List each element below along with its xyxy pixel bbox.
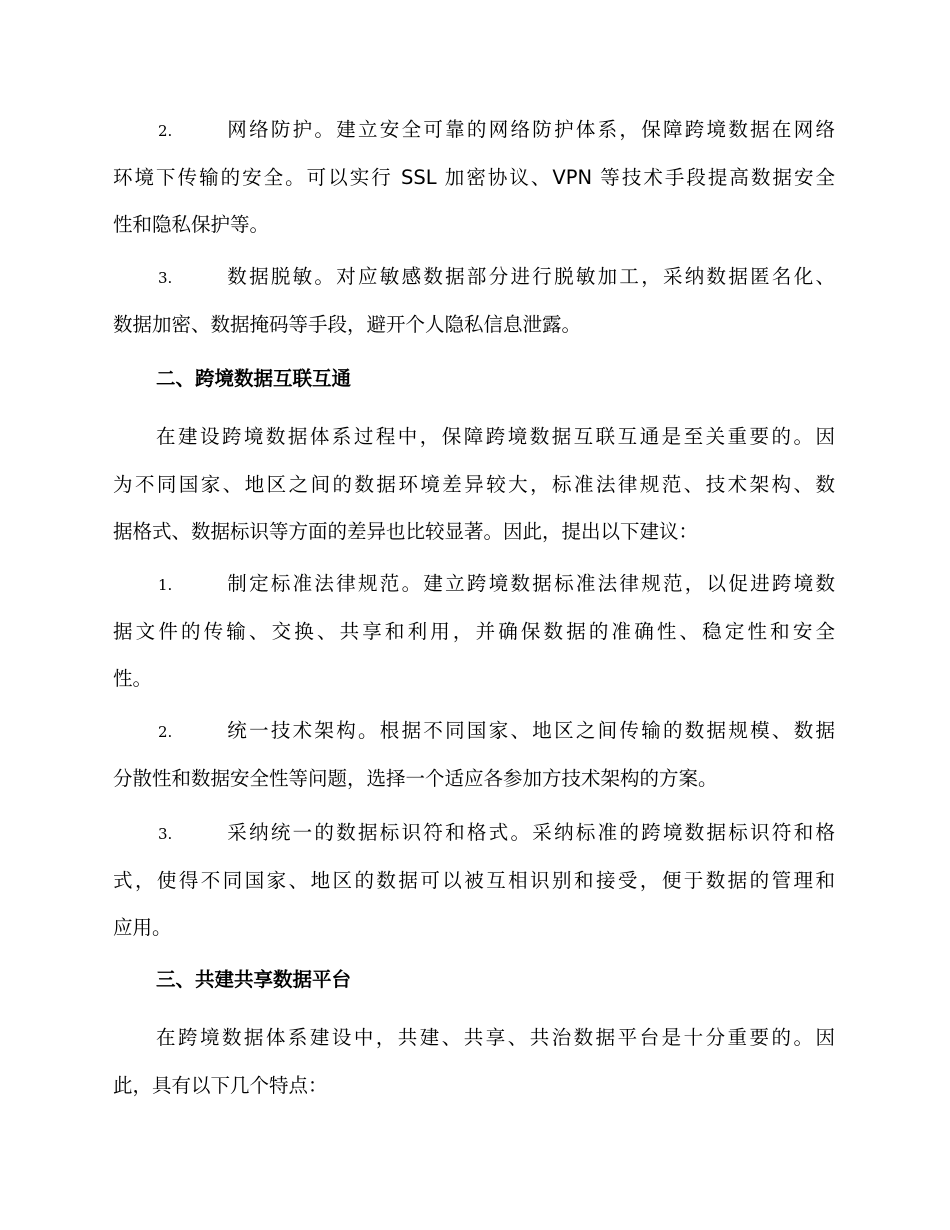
- list-item-number: 2.: [158, 723, 173, 741]
- paragraph-line: 式，使得不同国家、地区的数据可以被互相识别和接受，便于数据的管理和: [113, 868, 835, 892]
- paragraph-line: 据文件的传输、交换、共享和利用，并确保数据的准确性、稳定性和安全: [113, 619, 835, 643]
- list-item-first-line: [113, 253, 835, 301]
- paragraph: [113, 1014, 835, 1109]
- paragraph-line: 数据脱敏。对应敏感数据部分进行脱敏加工，采纳数据匿名化、: [225, 265, 835, 288]
- list-item: [113, 253, 835, 348]
- list-item: [113, 560, 835, 703]
- list-item-first-line: [113, 560, 835, 608]
- paragraph-line: 网络防护。建立安全可靠的网络防护体系，保障跨境数据在网络: [225, 118, 835, 141]
- paragraph-line: 统一技术架构。根据不同国家、地区之间传输的数据规模、数据: [225, 719, 835, 742]
- list-item-first-line: [113, 809, 835, 857]
- section-heading-text: 三、共建共享数据平台: [156, 968, 352, 991]
- paragraph-line: 据格式、数据标识等方面的差异也比较显著。因此，提出以下建议：: [113, 520, 699, 543]
- list-item: [113, 707, 835, 802]
- paragraph-line: 在建设跨境数据体系过程中，保障跨境数据互联互通是至关重要的。因: [156, 425, 835, 448]
- list-item-number: 1.: [158, 576, 173, 594]
- paragraph-line: 环境下传输的安全。可以实行 SSL 加密协议、VPN 等技术手段提高数据安全: [113, 165, 835, 189]
- paragraph-line: 为不同国家、地区之间的数据环境差异较大，标准法律规范、技术架构、数: [113, 472, 835, 496]
- paragraph-line: 采纳统一的数据标识符和格式。采纳标准的跨境数据标识符和格: [225, 821, 835, 844]
- paragraph-line: 制定标准法律规范。建立跨境数据标准法律规范，以促进跨境数: [225, 572, 835, 595]
- list-item-first-line: [113, 707, 835, 755]
- list-item: [113, 809, 835, 952]
- paragraph: [113, 413, 835, 556]
- paragraph-line: 分散性和数据安全性等问题，选择一个适应各参加方技术架构的方案。: [113, 766, 718, 790]
- paragraph-line: 此，具有以下几个特点：: [113, 1073, 328, 1097]
- paragraph-line: 数据加密、数据掩码等手段，避开个人隐私信息泄露。: [113, 312, 582, 336]
- list-item-first-line: [113, 106, 835, 154]
- paragraph-line: 性。: [113, 667, 153, 690]
- list-item-number: 3.: [158, 825, 173, 843]
- list-item-number: 3.: [158, 269, 173, 287]
- section-heading: [113, 956, 835, 1004]
- list-item-number: 2.: [158, 122, 173, 140]
- paragraph-line: 应用。: [113, 916, 172, 939]
- section-heading-text: 二、跨境数据互联互通: [156, 367, 352, 390]
- list-item: [113, 106, 835, 249]
- paragraph-line: 性和隐私保护等。: [113, 213, 270, 236]
- paragraph-line: 在跨境数据体系建设中，共建、共享、共治数据平台是十分重要的。因: [156, 1026, 835, 1049]
- section-heading: [113, 355, 835, 403]
